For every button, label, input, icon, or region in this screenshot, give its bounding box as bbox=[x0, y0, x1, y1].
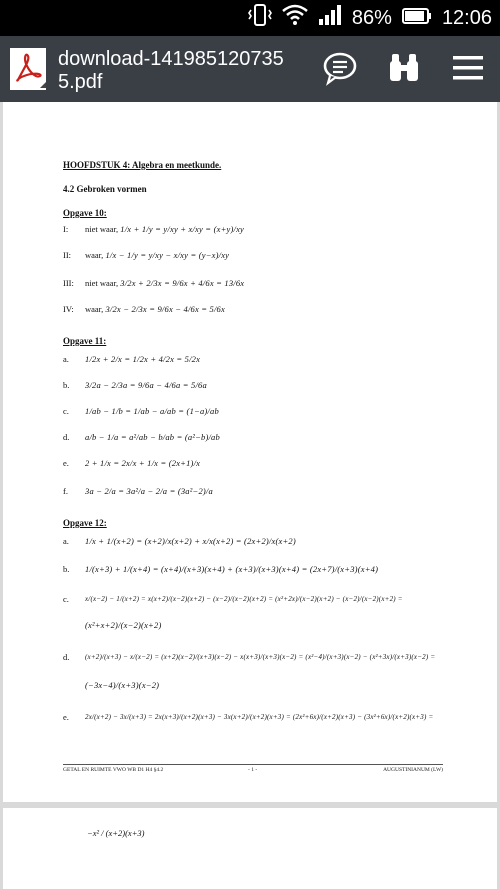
wifi-icon bbox=[282, 4, 308, 32]
vibrate-icon bbox=[248, 4, 272, 32]
search-button[interactable] bbox=[384, 50, 424, 90]
opgave-10-row: I: niet waar, 1/x + 1/y = y/xy + x/xy = (x+y)/xy bbox=[63, 224, 245, 234]
opgave-12-row: b. 1/(x+3) + 1/(x+4) = (x+4)/(x+3)(x+4) + (x+3)/(x+3)(x+4) = (2x+7)/(x+3)(x+4) bbox=[63, 564, 379, 574]
battery-percent: 86% bbox=[351, 6, 392, 29]
adobe-pdf-icon[interactable] bbox=[10, 48, 46, 90]
opgave-12-row: a. 1/x + 1/(x+2) = (x+2)/x(x+2) + x/x(x+2) = (2x+2)/x(x+2) bbox=[63, 536, 296, 546]
chapter-heading: HOOFDSTUK 4: Algebra en meetkunde. bbox=[63, 160, 222, 170]
page-footer bbox=[63, 764, 443, 773]
pdf-page-1 bbox=[3, 102, 497, 802]
status-bar bbox=[0, 0, 500, 36]
signal-icon bbox=[318, 5, 342, 31]
opgave-12-row: e. 2x/(x+2) − 3x/(x+3) = 2x(x+3)/(x+2)(x+3) − 3x(x+2)/(x+2)(x+3) = (2x²+6x)/(x+2)(x+3) − (3x²+6x)/(x+2)(x+3) = bbox=[63, 712, 434, 722]
opgave-12-row: d. (x+2)/(x+3) − x/(x−2) = (x+2)(x−2)/(x+3)(x−2) − x(x+3)/(x+3)(x−2) = (x²−4)/(x+3)(x−2) − (x²+3x)/(x+3)(x−2) = bbox=[63, 652, 436, 662]
opgave-10-row: IV: waar, 3/2x − 2/3x = 9/6x − 4/6x = 5/6x bbox=[63, 304, 225, 314]
binoculars-search-icon bbox=[387, 51, 421, 89]
opgave-12-row: c. x/(x−2) − 1/(x+2) = x(x+2)/(x−2)(x+2) − (x−2)/(x−2)(x+2) = (x²+2x)/(x−2)(x+2) − (x−2)/(x−2)(x+2) = bbox=[63, 594, 403, 604]
opgave-10-row: III: niet waar, 3/2x + 2/3x = 9/6x + 4/6x = 13/6x bbox=[63, 278, 245, 288]
opgave-10-title: Opgave 10: bbox=[63, 208, 107, 218]
clock-time: 12:06 bbox=[441, 6, 492, 29]
opgave-11-row: d. a/b − 1/a = a²/ab − b/ab = (a²−b)/ab bbox=[63, 432, 220, 442]
menu-button[interactable] bbox=[448, 50, 488, 90]
document-filename: download-1419851207355.pdf bbox=[58, 48, 284, 93]
app-toolbar bbox=[0, 36, 500, 102]
opgave-10-row: II: waar, 1/x − 1/y = y/xy − x/xy = (y−x)/xy bbox=[63, 250, 230, 260]
pdf-page-2 bbox=[3, 808, 497, 889]
opgave-12-title: Opgave 12: bbox=[63, 518, 107, 528]
opgave-11-row: a. 1/2x + 2/x = 1/2x + 4/2x = 5/2x bbox=[63, 354, 201, 364]
opgave-11-row: b. 3/2a − 2/3a = 9/6a − 4/6a = 5/6a bbox=[63, 380, 207, 390]
menu-icon bbox=[452, 53, 484, 87]
battery-icon bbox=[402, 7, 432, 30]
section-heading: 4.2 Gebroken vormen bbox=[63, 184, 147, 194]
opgave-11-row: f. 3a − 2/a = 3a²/a − 2/a = (3a²−2)/a bbox=[63, 486, 213, 496]
page-2-expression: −x² / (x+2)(x+3) bbox=[87, 828, 145, 838]
footer-left: GETAL EN RUIMTE VWO WB D1 H4 §4.2 bbox=[63, 767, 164, 773]
comment-button[interactable] bbox=[320, 50, 360, 90]
footer-right: AUGUSTINIANUM (LW) bbox=[383, 767, 443, 773]
opgave-11-title: Opgave 11: bbox=[63, 336, 107, 346]
opgave-11-row: c. 1/ab − 1/b = 1/ab − a/ab = (1−a)/ab bbox=[63, 406, 219, 416]
opgave-11-row: e. 2 + 1/x = 2x/x + 1/x = (2x+1)/x bbox=[63, 458, 201, 468]
opgave-12-row: (x²+x+2)/(x−2)(x+2) bbox=[85, 620, 162, 630]
footer-page-number: - 1 - bbox=[248, 767, 258, 773]
opgave-12-row: (−3x−4)/(x+3)(x−2) bbox=[85, 680, 160, 690]
comment-icon bbox=[322, 50, 358, 90]
